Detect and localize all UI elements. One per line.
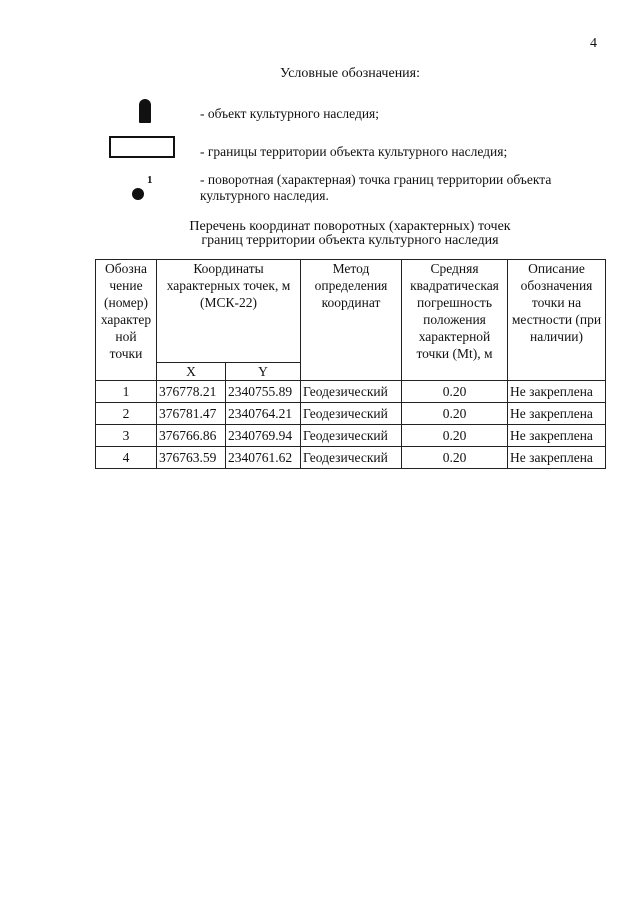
table-row: [96, 447, 606, 469]
header-coordinates: Координаты характерных точек, м (МСК-22): [157, 260, 301, 363]
header-description: Описание обозначения точки на местности (при наличии): [508, 260, 606, 381]
header-x: X: [157, 363, 226, 381]
cell-num: 1: [96, 381, 157, 403]
cell-num: 2: [96, 403, 157, 425]
table-row: [96, 381, 606, 403]
turning-point-icon: [132, 188, 144, 200]
cell-y: 2340761.62: [226, 447, 301, 469]
cell-error: 0.20: [402, 425, 508, 447]
table-row: [96, 425, 606, 447]
cell-x: 376763.59: [157, 447, 226, 469]
legend-title: Условные обозначения:: [279, 66, 421, 81]
header-y: Y: [226, 363, 301, 381]
territory-border-icon: [109, 136, 175, 158]
legend-item-text: - поворотная (характерная) точка границ территории объекта культурного наследия.: [200, 172, 552, 203]
legend-item-text: - границы территории объекта культурного наследия;: [200, 144, 508, 159]
cell-y: 2340755.89: [226, 381, 301, 403]
header-method: Метод определения координат: [301, 260, 402, 381]
page-number: 4: [590, 36, 597, 51]
cell-description: Не закреплена: [508, 381, 606, 403]
table-row: [96, 403, 606, 425]
turning-point-marker-label: 1: [147, 174, 153, 186]
cell-num: 3: [96, 425, 157, 447]
cell-method: Геодезический: [301, 403, 402, 425]
cell-description: Не закреплена: [508, 403, 606, 425]
cell-method: Геодезический: [301, 381, 402, 403]
cell-error: 0.20: [402, 447, 508, 469]
coordinates-list-title: [0, 220, 640, 248]
list-title-line-2: границ территории объекта культурного наследия: [201, 233, 499, 248]
header-designation: Обозна чение (номер) характер ной точки: [96, 260, 157, 381]
list-title-line-1: Перечень координат поворотных (характерных) точек: [189, 219, 511, 234]
cell-x: 376778.21: [157, 381, 226, 403]
cell-num: 4: [96, 447, 157, 469]
coordinates-table: [95, 259, 606, 469]
legend-item-text: - объект культурного наследия;: [200, 106, 380, 121]
header-error: Средняя квадратическая погрешность положения характерной точки (Mt), м: [402, 260, 508, 381]
cell-error: 0.20: [402, 403, 508, 425]
cell-x: 376766.86: [157, 425, 226, 447]
cell-description: Не закреплена: [508, 425, 606, 447]
cell-description: Не закреплена: [508, 447, 606, 469]
cell-y: 2340764.21: [226, 403, 301, 425]
cell-error: 0.20: [402, 381, 508, 403]
cell-method: Геодезический: [301, 425, 402, 447]
cell-method: Геодезический: [301, 447, 402, 469]
cell-x: 376781.47: [157, 403, 226, 425]
heritage-object-icon: [139, 99, 151, 123]
cell-y: 2340769.94: [226, 425, 301, 447]
